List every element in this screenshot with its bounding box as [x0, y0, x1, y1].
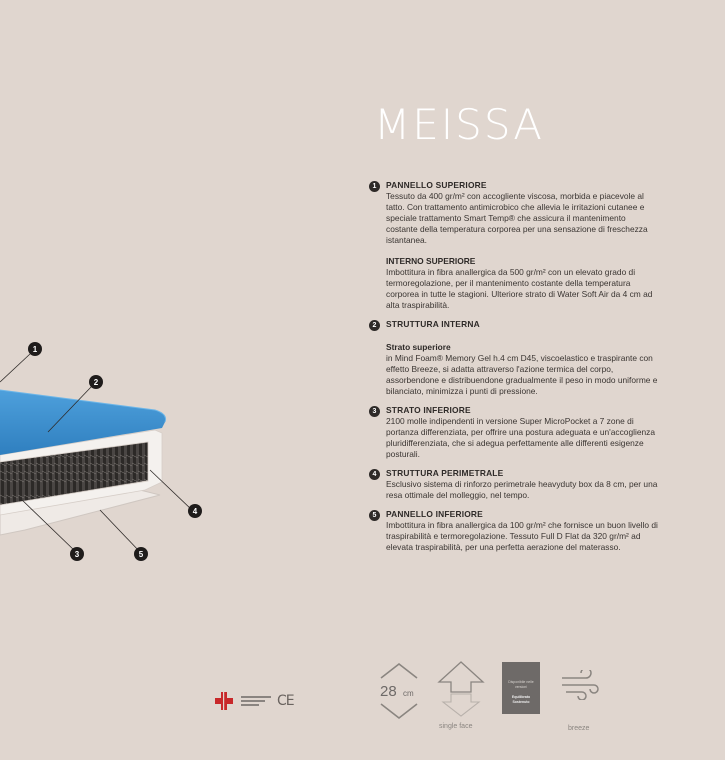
feature-number: 5 — [369, 510, 380, 521]
feature-number: 2 — [369, 320, 380, 331]
callout-4 — [188, 504, 202, 518]
feature-3 — [369, 405, 659, 460]
feature-title: PANNELLO INFERIORE — [386, 509, 483, 519]
version-badge — [502, 662, 540, 714]
feature-title: PANNELLO SUPERIORE — [386, 180, 487, 190]
mattress-illustration — [0, 330, 220, 570]
feature-1 — [369, 180, 659, 311]
callout-3 — [70, 547, 84, 561]
callout-1 — [28, 342, 42, 356]
feature-text: 2100 molle indipendenti in versione Super MicroPocket a 7 zone di portanza differenziata, per offrire una postura adeguata e un'accoglienza pluridifferenziata, che si adegua perfettamente alle differenti esigenze posturali. — [386, 416, 656, 459]
feature-text: Esclusivo sistema di rinforzo perimetrale heavyduty box da 8 cm, per una resa ottimale del molleggio, nel tempo. — [386, 479, 658, 500]
badge-line1: Disponibile nelle versioni — [508, 680, 534, 689]
svg-text:4: 4 — [192, 507, 198, 516]
feature-number: 3 — [369, 406, 380, 417]
cert-text-logo — [241, 696, 271, 706]
feature-number: 4 — [369, 469, 380, 480]
feature-sub-text: Imbottitura in fibra anallergica da 500 gr/m² con un elevato grado di termoregolazione, per il mantenimento costante della temperatura corporea in tutte le stagioni. Ulteriore strato di Water Soft Air da 4 cm ad alta traspirabilità. — [386, 267, 653, 310]
feature-icons — [375, 660, 605, 740]
feature-text: Tessuto da 400 gr/m² con accogliente viscosa, morbida e piacevole al tatto. Con trattamento antimicrobico che allevia le irritazioni cutanee e speciale trattamento Smart Temp® che assicura il mantenimento costante della temperatura corporea per una sensazione di freschezza istantanea. — [386, 191, 648, 245]
feature-list — [369, 180, 659, 561]
svg-text:1: 1 — [32, 345, 38, 354]
badge-line2: Equilibrato — [511, 695, 531, 699]
callout-2 — [89, 375, 103, 389]
feature-2 — [369, 319, 659, 397]
svg-text:28: 28 — [380, 683, 397, 700]
breeze-icon — [560, 670, 600, 700]
feature-sub — [386, 256, 659, 311]
feature-title: STRATO INFERIORE — [386, 405, 471, 415]
badge-line3: Sostenuto — [512, 699, 530, 704]
feature-title: STRUTTURA PERIMETRALE — [386, 468, 504, 478]
ce-mark: CE — [277, 693, 294, 709]
feature-sub-title: INTERNO SUPERIORE — [386, 256, 476, 266]
single-face-icon — [433, 660, 489, 718]
feature-number: 1 — [369, 181, 380, 192]
svg-text:5: 5 — [138, 550, 144, 559]
certification-logos — [213, 690, 294, 712]
feature-title: STRUTTURA INTERNA — [386, 319, 480, 329]
callout-5 — [134, 547, 148, 561]
feature-sub-text: in Mind Foam® Memory Gel h.4 cm D45, viscoelastico e traspirante con effetto Breeze, si adatta attraverso l'azione termica del corpo, assorbendone e distribuendone gradualmente il peso in modo uniforme e bilanciato, minimizza i punti di pressione. — [386, 353, 658, 396]
single-face-label: single face — [439, 723, 473, 730]
svg-text:3: 3 — [74, 550, 80, 559]
feature-sub — [386, 342, 659, 397]
feature-4 — [369, 468, 659, 501]
breeze-label: breeze — [568, 725, 590, 732]
feature-sub-title: Strato superiore — [386, 342, 451, 352]
medical-cross-icon — [213, 690, 235, 712]
feature-text: Imbottitura in fibra anallergica da 100 gr/m² che fornisce un buon livello di traspirabilità e termoregolazione. Tessuto Full D Flat da 320 gr/m² ad elevata traspirabilità, per una perfetta aerazione del materasso. — [386, 520, 658, 552]
svg-text:2: 2 — [93, 378, 99, 387]
feature-5 — [369, 509, 659, 553]
product-title: MEISSA — [374, 100, 544, 149]
height-icon — [375, 660, 425, 720]
svg-text:cm: cm — [403, 689, 414, 698]
